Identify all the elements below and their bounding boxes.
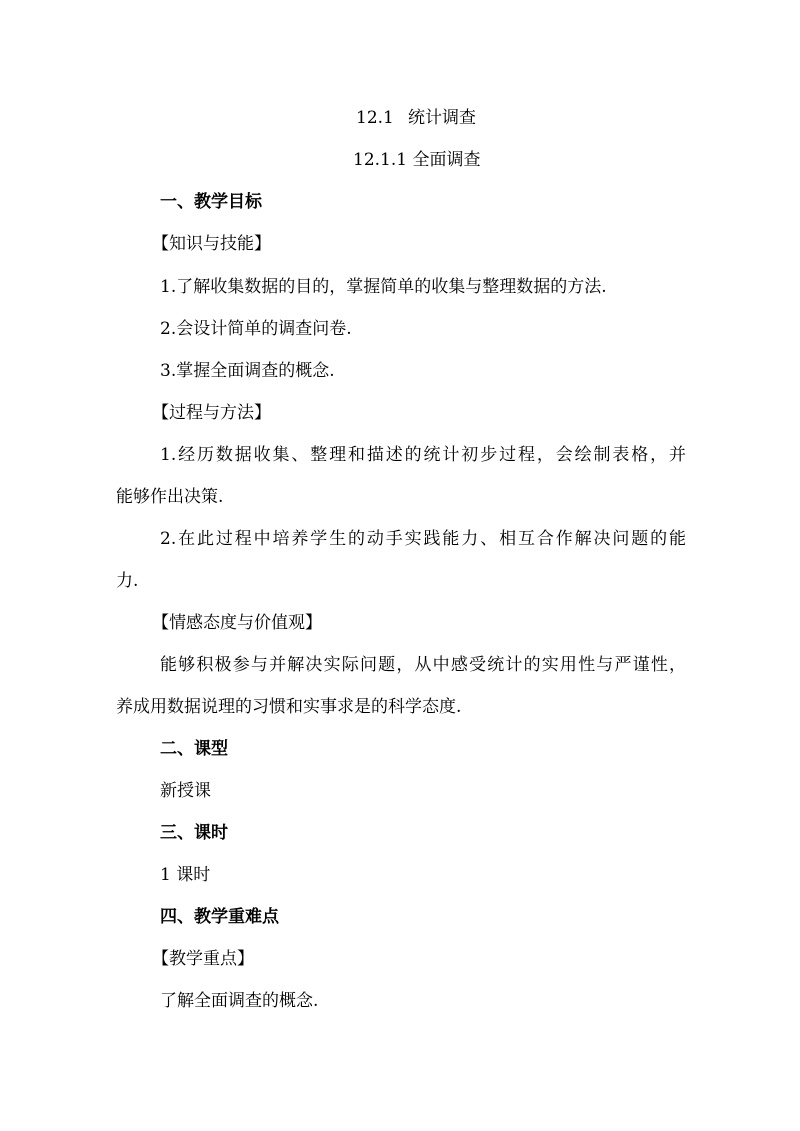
key-point-text: 了解全面调查的概念. (160, 991, 319, 1011)
process-item-1-line-2: 能够作出决策. (116, 487, 224, 507)
process-item-2-line-2: 力. (116, 571, 139, 591)
knowledge-label: 【知识与技能】 (152, 234, 271, 254)
section-heading-lesson-hours: 三、课时 (160, 823, 228, 843)
title-number: 12.1 (356, 108, 394, 128)
section-heading-lesson-type: 二、课型 (160, 739, 228, 759)
emotion-line-1: 能够积极参与并解决实际问题，从中感受统计的实用性与严谨性， (160, 655, 686, 675)
section-heading-objectives: 一、教学目标 (160, 192, 262, 212)
knowledge-item-3: 3.掌握全面调查的概念. (160, 361, 335, 381)
process-item-2-line-1: 2.在此过程中培养学生的动手实践能力、相互合作解决问题的能 (160, 529, 686, 549)
emotion-line-2: 养成用数据说理的习惯和实事求是的科学态度. (116, 697, 462, 717)
process-item-1-line-1: 1.经历数据收集、整理和描述的统计初步过程，会绘制表格，并 (160, 445, 686, 465)
lesson-type-text: 新授课 (160, 781, 211, 801)
emotion-label: 【情感态度与价值观】 (152, 613, 322, 633)
subtitle-text: 12.1.1 全面调查 (353, 150, 481, 170)
process-label: 【过程与方法】 (152, 403, 271, 423)
key-point-label: 【教学重点】 (152, 949, 254, 969)
section-heading-key-points: 四、教学重难点 (160, 907, 279, 927)
lesson-hours-text: 1 课时 (160, 865, 211, 885)
title-text: 统计调查 (408, 108, 476, 128)
knowledge-item-1: 1.了解收集数据的目的，掌握简单的收集与整理数据的方法. (160, 277, 607, 297)
knowledge-item-2: 2.会设计简单的调查问卷. (160, 319, 352, 339)
